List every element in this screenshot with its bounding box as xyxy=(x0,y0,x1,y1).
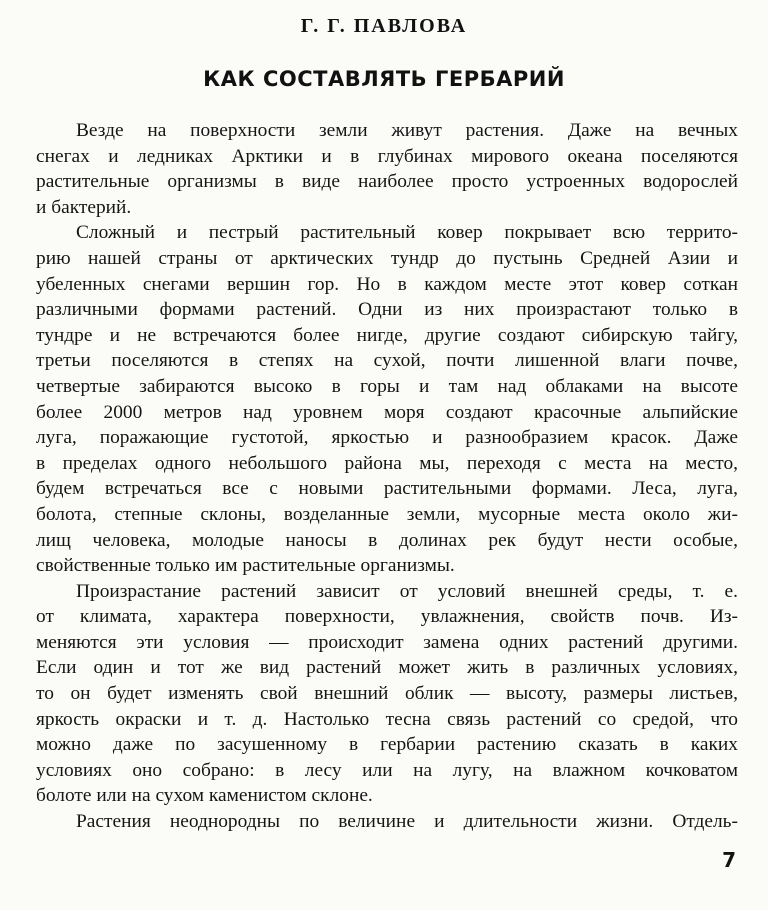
text-line: Сложный и пестрый растительный ковер покрывает всю террито- xyxy=(76,222,738,244)
text-line: болота, степные склоны, возделанные земли, мусорные места около жи- xyxy=(36,503,738,525)
text-line: тундре и не встречаются более нигде, другие создают сибирскую тайгу, xyxy=(36,324,738,346)
text-line: снегах и ледниках Арктики и в глубинах мирового океана поселяются xyxy=(36,145,738,167)
paragraph-1 xyxy=(36,118,738,220)
text-line: лищ человека, молодые наносы в долинах рек будут нести особые, xyxy=(36,529,738,551)
text-line: меняются эти условия — происходит замена одних растений другими. xyxy=(36,631,738,653)
text-line: рию нашей страны от арктических тундр до пустынь Средней Азии и xyxy=(36,247,738,269)
text-line: различными формами растений. Одни из них произрастают только в xyxy=(36,299,738,321)
text-line: свойственные только им растительные организмы. xyxy=(36,555,455,577)
text-line: болоте или на сухом каменистом склоне. xyxy=(36,785,373,807)
text-line: убеленных снегами вершин гор. Но в каждом месте этот ковер соткан xyxy=(36,273,738,295)
paragraph-4 xyxy=(36,809,738,835)
text-line: Растения неоднородны по величине и длительности жизни. Отдель- xyxy=(76,811,738,833)
text-line: четвертые забираются высоко в горы и там над облаками на высоте xyxy=(36,375,738,397)
text-line: растительные организмы в виде наиболее просто устроенных водорослей xyxy=(36,171,738,193)
text-line: условиях оно собрано: в лесу или на лугу, на влажном кочковатом xyxy=(36,759,738,781)
text-line: от климата, характера поверхности, увлажнения, свойств почв. Из- xyxy=(36,606,738,628)
paragraph-3 xyxy=(36,579,738,809)
author-name: Г. Г. ПАВЛОВА xyxy=(300,15,468,37)
text-line: в пределах одного небольшого района мы, переходя с места на место, xyxy=(36,452,738,474)
text-line: третьи поселяются в степях на сухой, почти лишенной влаги почве, xyxy=(36,350,738,372)
text-line: Произрастание растений зависит от условий внешней среды, т. е. xyxy=(76,580,738,602)
text-line: то он будет изменять свой внешний облик — высоту, размеры листьев, xyxy=(36,683,738,705)
article-body xyxy=(36,118,738,835)
page-number: 7 xyxy=(722,848,736,872)
text-line: Если один и тот же вид растений может жить в различных условиях, xyxy=(36,657,738,679)
text-line: можно даже по засушенному в гербарии растению сказать в каких xyxy=(36,734,738,756)
text-line: луга, поражающие густотой, яркостью и разнообразием красок. Даже xyxy=(36,427,738,449)
text-line: Везде на поверхности земли живут растения. Даже на вечных xyxy=(76,120,738,141)
text-line: яркость окраски и т. д. Настолько тесна связь растений со средой, что xyxy=(36,708,738,730)
article-title: КАК СОСТАВЛЯТЬ ГЕРБАРИЙ xyxy=(203,67,565,91)
paragraph-2 xyxy=(36,220,738,578)
text-line: и бактерий. xyxy=(36,196,132,218)
text-line: будем встречаться все с новыми растительными формами. Леса, луга, xyxy=(36,478,738,500)
text-line: более 2000 метров над уровнем моря создают красочные альпийские xyxy=(36,401,738,423)
